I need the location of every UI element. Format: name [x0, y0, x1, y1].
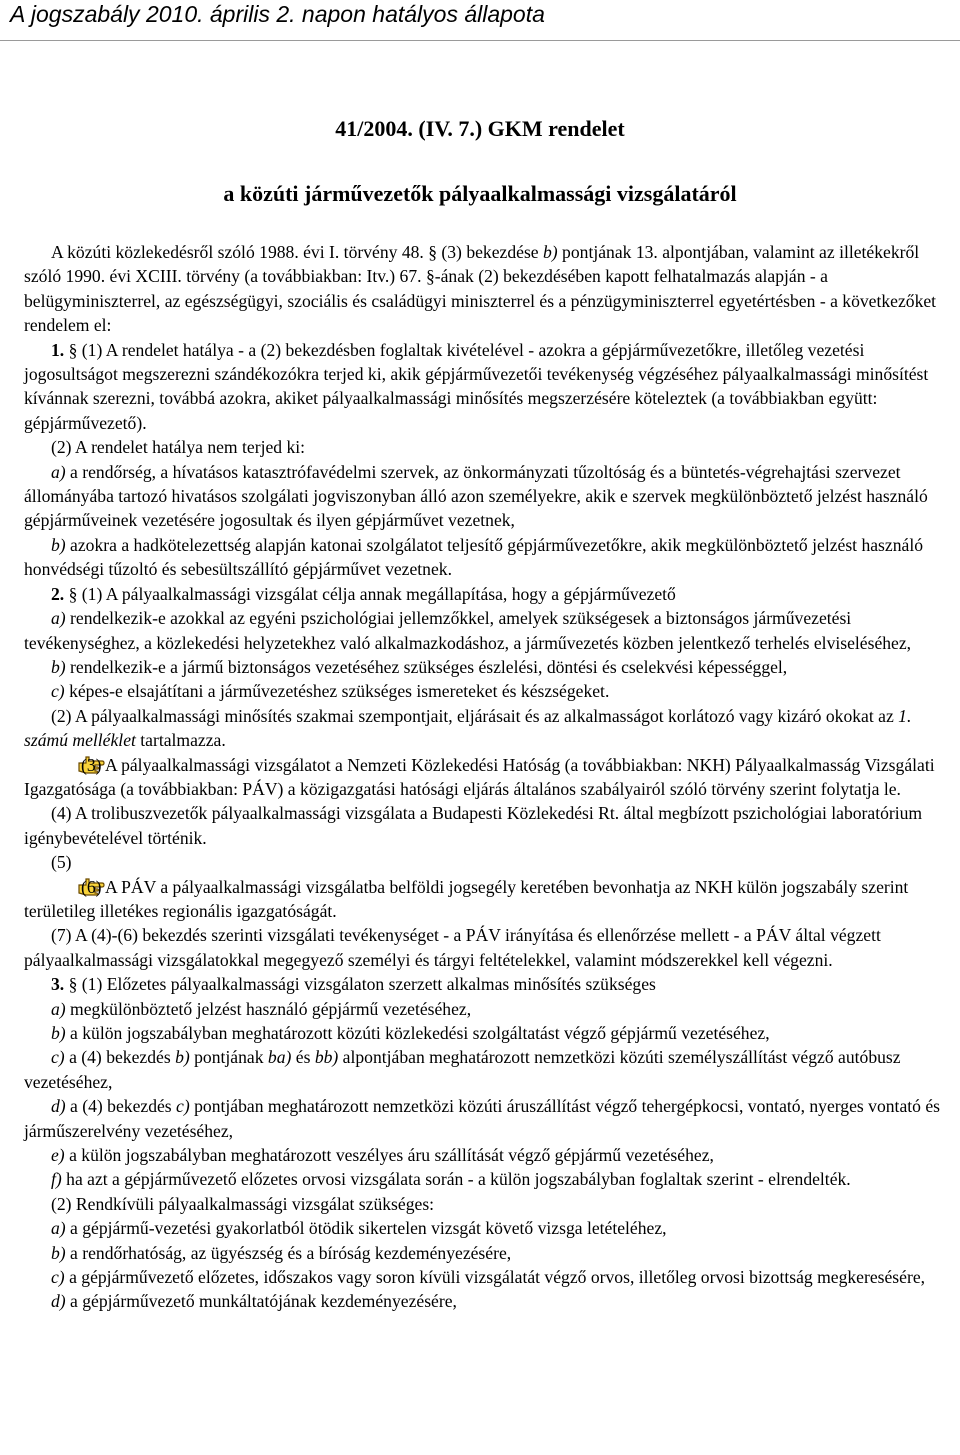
section-1-point-b: b) azokra a hadkötelezettség alapján katonai szolgálatot teljesítő gépjárművezetőkre, akik megkülönböztető jelzést használó honvédségi tűzoltó és sebesültszállító gépjárművet vezetnek.	[24, 534, 924, 580]
section-2-para-5: (5)	[51, 852, 72, 873]
section-3-para-2-point-c: c) a gépjárművezető előzetes, időszakos vagy soron kívüli vizsgálatát végző orvos, illetőleg orvosi bizottság megkeresésére,	[51, 1267, 926, 1288]
section-2-para-7: (7) A (4)-(6) bekezdés szerinti vizsgálati tevékenységet - a PÁV irányítása és ellenőrzése mellett - a PÁV által végzett pályaalkalmassági vizsgálatokkal megegyező személyi és tárgyi feltételekkel, valamint módszerekkel kell végezni.	[24, 925, 881, 970]
section-3-point-f: f) ha azt a gépjárművezető előzetes orvosi vizsgálata során - a külön jogszabályban foglaltak szerint - elrendelték.	[51, 1169, 851, 1190]
state-banner	[0, 0, 960, 41]
banner-text: A jogszabály 2010. április 2. napon hatályos állapota	[10, 1, 545, 27]
section-2-para-6: (6) A PÁV a pályaalkalmassági vizsgálatba belföldi jogsegély keretében bevonhatja az NKH külön jogszabály szerint területileg illetékes regionális igazgatóságát.	[24, 876, 909, 921]
document-subtitle: a közúti járművezetők pályaalkalmassági vizsgálatáról	[223, 181, 737, 206]
pointing-hand-icon[interactable]	[51, 876, 79, 896]
section-2-para-2: (2) A pályaalkalmassági minősítés szakmai szempontjait, eljárásait és az alkalmasságot korlátozó vagy kizáró okokat az 1. számú melléklet tartalmazza.	[24, 705, 912, 751]
section-2-para-3: (3) A pályaalkalmassági vizsgálatot a Nemzeti Közlekedési Hatóság (a továbbiakban: NKH) Pályaalkalmasság Vizsgálati Igazgatósága (a továbbiakban: PÁV) a közigazgatási hatósági eljárás általános szabályairól szóló törvény szerint folytatja le.	[24, 754, 935, 799]
section-1-para-1: 1. § (1) A rendelet hatálya - a (2) bekezdésben foglaltak kivételével - azokra a gépjárművezetőkre, illetőleg vezetési jogosultságot megszerezni szándékozókra terjed ki, akik gépjárművezetői tevékenység végzéséhez pályaalkalmassági minősítést kívánnak szerezni, továbbá azokra, akiket pályaalkalmassági minősítés megszerzésére köteleztek (a továbbiakban együtt: gépjárművezető).	[24, 339, 929, 433]
section-3-point-e: e) a külön jogszabályban meghatározott veszélyes áru szállítását végző gépjármű vezetéséhez,	[51, 1145, 714, 1166]
section-3-point-a: a) megkülönböztető jelzést használó gépjármű vezetéséhez,	[51, 998, 472, 1019]
section-2-para-4: (4) A trolibuszvezetők pályaalkalmassági vizsgálata a Budapesti Közlekedési Rt. által megbízott pszichológiai laboratórium igénybevételével történik.	[24, 803, 923, 848]
section-3-point-b: b) a külön jogszabályban meghatározott közúti közlekedési szolgáltatást végző gépjármű vezetéséhez,	[51, 1023, 770, 1043]
section-3-point-d: d) a (4) bekezdés c) pontjában meghatározott nemzetközi közúti áruszállítást végző tehergépkocsi, vontató, nyerges vontató és járműszerelvény vezetéséhez,	[24, 1096, 940, 1141]
section-3-point-c: c) a (4) bekezdés b) pontjának ba) és bb) alpontjában meghatározott nemzetközi közúti személyszállítást végző autóbusz vezetéséhez,	[24, 1047, 901, 1092]
annex-reference: 1. számú melléklet	[24, 705, 912, 751]
section-2-para-1: 2. § (1) A pályaalkalmassági vizsgálat célja annak megállapítása, hogy a gépjárművezető	[51, 583, 676, 604]
section-3-para-2: (2) Rendkívüli pályaalkalmassági vizsgálat szükséges:	[51, 1193, 435, 1214]
pointing-hand-icon[interactable]	[51, 754, 79, 774]
section-1-point-a: a) a rendőrség, a hívatásos katasztrófavédelmi szervek, az önkormányzati tűzoltóság és a büntetés-végrehajtási szervezet állományába tartozó hivatásos szolgálati jogviszonyban álló azon személyekre, akik e szervek megkülönböztető jelzést használó gépjárműveinek vezetésére jogosultak és ilyen gépjárművet vezetnek,	[24, 461, 928, 531]
document-title: 41/2004. (IV. 7.) GKM rendelet	[335, 116, 625, 141]
document-body	[24, 240, 940, 1314]
section-1-para-2: (2) A rendelet hatálya nem terjed ki:	[51, 437, 306, 458]
section-2-point-b: b) rendelkezik-e a jármű biztonságos vezetéséhez szükséges észlelési, döntési és cselekvési képességgel,	[51, 656, 788, 677]
preamble: A közúti közlekedésről szóló 1988. évi I. törvény 48. § (3) bekezdése b) pontjának 13. alpontjában, valamint az illetékekről szóló 1990. évi XCIII. törvény (a továbbiakban: Itv.) 67. §-ának (2) bekezdésében kapott felhatalmazás alapján - a belügyminiszterrel, az egészségügyi, szociális és családügyi miniszterrel és a pénzügyminiszterrel egyetértésben - a következőket rendelem el:	[24, 242, 937, 336]
section-3-para-1: 3. § (1) Előzetes pályaalkalmassági vizsgálaton szerzett alkalmas minősítés szükséges	[51, 974, 656, 995]
section-3-para-2-point-a: a) a gépjármű-vezetési gyakorlatból ötödik sikertelen vizsgát követő vizsga letételéhez,	[51, 1218, 667, 1239]
section-2-point-c: c) képes-e elsajátítani a járművezetéshez szükséges ismereteket és készségeket.	[51, 681, 610, 702]
section-2-point-a: a) rendelkezik-e azokkal az egyéni pszichológiai jellemzőkkel, amelyek szükségesek a biztonságos járművezetési tevékenységhez, a közlekedési helyzetekhez való alkalmazkodáshoz, a járművezetés közben jelentkező terhelés elviseléséhez,	[24, 608, 912, 653]
section-3-para-2-point-d: d) a gépjárművezető munkáltatójának kezdeményezésére,	[51, 1291, 457, 1312]
section-3-para-2-point-b: b) a rendőrhatóság, az ügyészség és a bíróság kezdeményezésére,	[51, 1242, 512, 1263]
